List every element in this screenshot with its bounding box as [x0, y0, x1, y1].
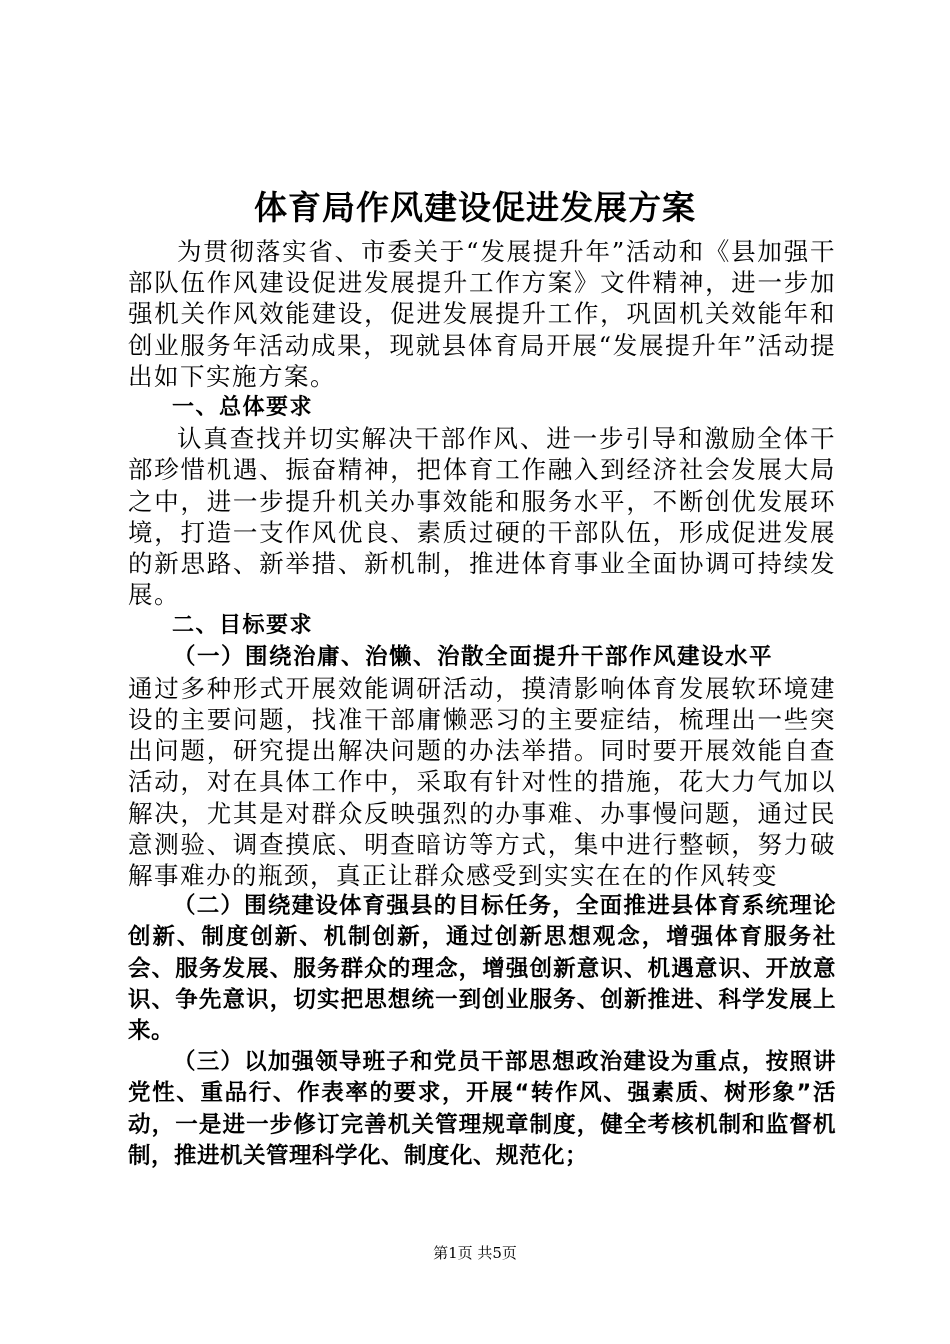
- page-footer: 第1页 共5页: [433, 1244, 517, 1262]
- document-title: 体育局作风建设促进发展方案: [254, 188, 696, 227]
- section-heading-overall-requirements: 一、总体要求: [172, 395, 314, 421]
- item-paragraph-3: （三）以加强领导班子和党员干部思想政治建设为重点，按照讲党性、重品行、作表率的要求，开展“转作风、强素质、树形象”活动，一是进一步修订完善机关管理规章制度，健全考核机制和监督机制，推进机关管理科学化、制度化、规范化；: [128, 1049, 836, 1169]
- section-heading-goal-requirements: 二、目标要求: [172, 613, 314, 639]
- section-paragraph-overall-requirements: 认真查找并切实解决干部作风、进一步引导和激励全体干部珍惜机遇、振奋精神，把体育工作融入到经济社会发展大局之中，进一步提升机关办事效能和服务水平，不断创优发展环境，打造一支作风优良、素质过硬的干部队伍，形成促进发展的新思路、新举措、新机制，推进体育事业全面协调可持续发展。: [128, 424, 836, 610]
- item-heading-1: （一）围绕治庸、治懒、治散全面提升干部作风建设水平: [173, 643, 774, 670]
- intro-paragraph: 为贯彻落实省、市委关于“发展提升年”活动和《县加强干部队伍作风建设促进发展提升工作方案》文件精神，进一步加强机关作风效能建设，促进发展提升工作，巩固机关效能年和创业服务年活动成果，现就县体育局开展“发展提升年”活动提出如下实施方案。: [128, 237, 836, 391]
- item-paragraph-2: （二）围绕建设体育强县的目标任务，全面推进县体育系统理论创新、制度创新、机制创新，通过创新思想观念，增强体育服务社会、服务发展、服务群众的理念，增强创新意识、机遇意识、开放意识、争先意识，切实把思想统一到创业服务、创新推进、科学发展上来。: [128, 893, 836, 1045]
- document-body: [128, 236, 836, 1172]
- item-paragraph-1: 通过多种形式开展效能调研活动，摸清影响体育发展软环境建设的主要问题，找准干部庸懒恶习的主要症结，梳理出一些突出问题，研究提出解决问题的办法举措。同时要开展效能自查活动，对在具体工作中，采取有针对性的措施，花大力气加以解决，尤其是对群众反映强烈的办事难、办事慢问题，通过民意测验、调查摸底、明查暗访等方式，集中进行整顿，努力破解事难办的瓶颈，真正让群众感受到实实在在的作风转变: [128, 673, 836, 891]
